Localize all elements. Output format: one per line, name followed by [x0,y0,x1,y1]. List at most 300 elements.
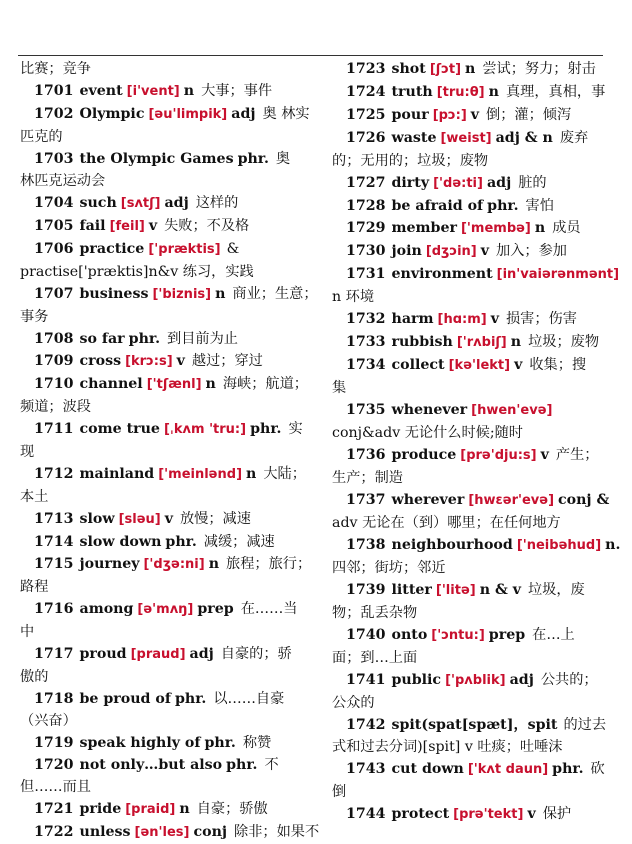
entry-meaning: 自豪；骄傲 [196,801,268,817]
entry-meaning: 真理，真相，事 [505,84,606,100]
entry-meaning: 成员 [552,220,581,236]
entry-continuation: （兴奋） [20,713,77,729]
entry-number: 1720 [34,757,74,773]
right-column [332,58,621,826]
entry-word: business [79,286,149,302]
entry-word: harm [391,311,434,327]
entry-word: among [79,601,134,617]
entry-phonetic: ['rʌbiʃ] [456,335,507,350]
entry-word: join [391,243,422,259]
entry-word: neighbourhood [391,537,513,553]
entry-word: shot [391,61,426,77]
entry-continuation: n 环境 [332,289,375,305]
entry-number: 1737 [346,492,386,508]
entry-part-of-speech: phr. [175,691,207,707]
entry-meaning: 不 [264,757,279,773]
entry-phonetic: [hɑ:m] [437,312,487,327]
vocab-entry [332,195,617,217]
entry-meaning: 尝试；努力；射击 [482,61,596,77]
entry-phonetic: [hwɛər'evə] [468,493,555,508]
entry-phonetic: [praud] [130,647,186,662]
entry-headline [20,373,325,396]
entry-headline [20,80,325,103]
entry-number: 1716 [34,601,74,617]
entry-number: 1726 [346,130,386,146]
entry-phonetic: [prə'dju:s] [460,448,537,463]
entry-continuation: 面；到…上面 [332,650,418,666]
entry-headline [332,758,617,781]
vocab-entry [20,103,325,148]
entry-word: practice [79,241,145,257]
entry-meaning: 大事；事件 [201,83,273,99]
top-rule [18,55,603,56]
entry-number: 1730 [346,243,386,259]
entry-word: spit(spat[spæt]，spit [391,717,558,733]
entry-part-of-speech: prep [197,601,234,617]
entry-headline [20,215,325,238]
vocab-entry [20,418,325,463]
entry-headline [332,399,617,422]
entry-number: 1728 [346,198,386,214]
entry-word: cut down [391,761,464,777]
entry-phonetic: [ən'les] [134,825,190,840]
entry-continuation: 现 [20,444,35,460]
entry-meaning: 垃圾；废物 [528,334,600,350]
entry-number: 1702 [34,106,74,122]
entry-part-of-speech: n. [605,537,621,553]
entry-phonetic: [sləu] [118,512,161,527]
entry-meaning: 垃圾，废 [527,582,585,598]
entry-headline [20,418,325,441]
entry-word: Olympic [79,106,145,122]
vocab-entry [332,534,621,579]
entry-continuation: 频道；波段 [20,399,91,415]
entry-word: so far [79,331,125,347]
entry-phonetic: [əu'limpik] [148,107,228,122]
entry-headline [20,283,325,306]
entry-part-of-speech: phr. [128,331,161,347]
entry-part-of-speech: conj [193,824,228,840]
entry-headline [332,217,617,240]
vocab-entry [20,508,325,531]
entry-phonetic: [kə'lekt] [448,358,511,373]
entry-part-of-speech: phr. [204,735,236,751]
entry-word: not only…but also [79,757,223,773]
vocab-entry [20,215,325,238]
entry-word: the Olympic Games [79,151,234,167]
entry-phonetic: [pɔ:] [432,108,467,123]
vocab-entry [20,328,325,350]
entry-continuation: 集 [332,380,347,396]
entry-part-of-speech: adj [509,672,534,688]
entry-number: 1704 [34,195,74,211]
vocab-entry [20,350,325,373]
entry-part-of-speech: phr. [226,757,258,773]
vocab-entry [332,263,620,308]
entry-continuation: 生产；制造 [332,470,403,486]
entry-continuation: 路程 [20,579,49,595]
vocab-entry [20,531,325,553]
entry-word: litter [391,582,432,598]
vocab-entry [20,821,325,844]
vocab-entry [20,58,325,80]
entry-part-of-speech: v [480,243,489,259]
entry-number: 1710 [34,376,74,392]
entry-part-of-speech: phr. [165,534,197,550]
entry-continuation: 公众的 [332,695,375,711]
entry-number: 1744 [346,806,386,822]
vocab-entry [20,238,325,283]
entry-number: 1733 [346,334,386,350]
entry-word: protect [391,806,450,822]
entry-phonetic: [dʒɔin] [425,244,477,259]
entry-word: slow [79,511,115,527]
entry-word: event [79,83,123,99]
entry-phonetic: [prə'tekt] [453,807,524,822]
entry-number: 1722 [34,824,74,840]
entry-headline [20,103,325,126]
entry-word: onto [391,627,428,643]
entry-headline [20,821,325,844]
vocab-entry [332,354,617,399]
entry-part-of-speech: n [183,83,195,99]
entry-number: 1711 [34,421,74,437]
entry-meaning: 公共的； [540,672,598,688]
entry-continuation: 匹克的 [20,129,63,145]
entry-number: 1725 [346,107,386,123]
entry-meaning: 加入；参加 [496,243,567,259]
entry-phonetic: [ˌkʌm 'tru:] [163,422,247,437]
entry-headline [20,238,325,261]
entry-phonetic: [praid] [125,802,176,817]
entry-number: 1708 [34,331,74,347]
entry-meaning: 自豪的；骄 [220,646,292,662]
entry-phonetic: ['membə] [460,221,531,236]
entry-part-of-speech: v [527,806,536,822]
vocab-entry [20,373,325,418]
vocab-entry [20,688,325,732]
entry-word: waste [391,130,437,146]
entry-meaning: 的过去 [563,717,607,733]
entry-headline [20,598,325,621]
entry-headline [332,81,617,104]
entry-meaning: 产生； [555,447,599,463]
entry-headline [20,192,325,215]
vocab-entry [332,127,617,172]
entry-number: 1706 [34,241,74,257]
vocab-entry [332,714,617,758]
entry-number: 1741 [346,672,386,688]
entry-continuation: 的；无用的；垃圾；废物 [332,153,489,169]
entry-word: rubbish [391,334,453,350]
entry-part-of-speech: n [488,84,499,100]
entry-word: speak highly of [79,735,201,751]
entry-number: 1734 [346,357,386,373]
entry-meaning: 在…上 [532,627,575,643]
entry-meaning: 放慢；减速 [179,511,251,527]
entry-headline [332,669,617,692]
entry-phonetic: ['kʌt daun] [467,762,549,777]
entry-continuation: 林匹克运动会 [20,173,106,189]
vocab-entry [332,308,617,331]
entry-word: be proud of [79,691,171,707]
entry-phonetic: [krɔ:s] [125,354,173,369]
vocab-entry [332,624,617,669]
entry-part-of-speech: v [164,511,173,527]
entry-continuation: 比赛；竞争 [20,61,91,77]
entry-number: 1742 [346,717,386,733]
entry-continuation: 中 [20,624,35,640]
entry-word: come true [79,421,160,437]
entry-word: slow down [79,534,162,550]
entry-meaning: 旅程；旅行； [226,556,312,572]
entry-part-of-speech: adj [231,106,256,122]
entry-part-of-speech: n [510,334,522,350]
entry-word: proud [79,646,127,662]
entry-phonetic: ['litə] [435,583,476,598]
entry-continuation: 但……而且 [20,779,91,795]
entry-meaning: 称赞 [242,735,272,751]
entry-headline [20,463,325,486]
entry-meaning: 奥 [275,151,291,167]
entry-word: dirty [391,175,430,191]
entry-continuation: 物；乱丢杂物 [332,605,418,621]
entry-number: 1712 [34,466,74,482]
entry-headline [332,195,617,217]
entry-headline [332,624,617,647]
entry-headline [20,754,325,776]
entry-word: cross [79,353,122,369]
entry-number: 1709 [34,353,74,369]
entry-part-of-speech: adj [486,175,512,191]
vocab-entry [20,643,325,688]
entry-headline [332,331,617,354]
entry-number: 1736 [346,447,386,463]
vocab-entry [332,217,617,240]
entry-word: unless [79,824,131,840]
entry-meaning: 害怕 [525,198,554,214]
entry-number: 1735 [346,402,386,418]
entry-headline [332,354,617,377]
entry-phonetic: ['də:ti] [433,176,483,191]
entry-part-of-speech: v [490,311,499,327]
entry-number: 1743 [346,761,386,777]
entry-headline [332,444,617,467]
entry-part-of-speech: adj [164,195,189,211]
entry-meaning: 到目前为止 [167,331,238,347]
entry-meaning: 在……当 [240,601,298,617]
entry-phonetic: ['pʌblik] [445,673,506,688]
entry-phonetic: [hwen'evə] [471,403,553,418]
entry-phonetic: [weist] [440,131,492,146]
entry-headline [20,732,325,754]
entry-meaning: 商业；生意； [232,286,318,302]
entry-phonetic: ['meinlənd] [158,467,243,482]
entry-phonetic: [ə'mʌŋ] [137,602,194,617]
entry-headline [20,798,325,821]
entry-number: 1727 [346,175,386,191]
entry-headline [20,350,325,373]
entry-word: pour [391,107,429,123]
entry-part-of-speech: n [208,556,220,572]
vocab-entry [332,331,617,354]
entry-phonetic: ['biznis] [152,287,212,302]
entry-headline [20,688,325,710]
entry-phonetic: ['neibəhud] [516,538,602,553]
entry-continuation: practise['præktis]n&v 练习，实践 [20,264,254,280]
entry-word: such [79,195,117,211]
entry-part-of-speech: phr. [250,421,282,437]
entry-meaning: 这样的 [195,195,239,211]
entry-part-of-speech: v [514,357,523,373]
left-column [20,58,325,844]
entry-meaning: 奥 林实 [262,106,310,122]
entry-part-of-speech: v [540,447,549,463]
entry-number: 1705 [34,218,74,234]
entry-phonetic: [feil] [109,219,145,234]
entry-number: 1723 [346,61,386,77]
entry-word: mainland [79,466,155,482]
entry-word: collect [391,357,445,373]
entry-word: pride [79,801,122,817]
vocab-entry [20,598,325,643]
entry-part-of-speech: v [148,218,158,234]
vocab-entry [332,579,617,624]
entry-word: produce [391,447,457,463]
entry-part-of-speech: adj & n [495,130,553,146]
entry-continuation: 式和过去分词)[spit] v 吐痰；吐唾沫 [332,739,563,755]
vocab-entry [332,489,617,534]
vocab-entry [332,444,617,489]
entry-headline [332,263,620,286]
vocab-entry [332,81,617,104]
entry-meaning: 大陆； [263,466,306,482]
entry-part-of-speech: adj [189,646,214,662]
entry-meaning: 倒；灌；倾泻 [486,107,572,123]
entry-headline [332,240,617,263]
vocab-entry [332,803,617,826]
entry-word: whenever [391,402,468,418]
entry-continuation: 傲的 [20,669,49,685]
entry-headline [332,308,617,331]
entry-number: 1739 [346,582,386,598]
entry-headline [332,489,617,512]
entry-part-of-speech: n [205,376,216,392]
entry-part-of-speech: phr. [487,198,519,214]
entry-headline [332,104,617,127]
entry-number: 1729 [346,220,386,236]
vocab-entry [20,148,325,192]
entry-headline [20,531,325,553]
vocab-entry [332,172,617,195]
entry-headline [332,579,617,602]
entry-meaning: 收集；搜 [529,357,587,373]
vocab-entry [20,80,325,103]
entry-number: 1717 [34,646,74,662]
entry-number: 1719 [34,735,74,751]
entry-meaning: 除非；如果不 [234,824,320,840]
entry-continuation: adv 无论在（到）哪里；在任何地方 [332,515,561,531]
entry-headline [20,328,325,350]
entry-number: 1731 [346,266,386,282]
entry-word: wherever [391,492,465,508]
entry-headline [20,553,325,576]
vocab-entry [332,104,617,127]
entry-part-of-speech: n [534,220,546,236]
vocab-entry [332,758,617,803]
entry-continuation: 四邻；街坊；邻近 [332,560,446,576]
entry-word: be afraid of [391,198,484,214]
entry-headline [332,803,617,826]
vocab-entry [20,192,325,215]
entry-number: 1715 [34,556,74,572]
entry-meaning: 损害；伤害 [505,311,577,327]
entry-part-of-speech: phr. [237,151,269,167]
entry-word: channel [79,376,143,392]
entry-number: 1701 [34,83,74,99]
entry-part-of-speech: conj & [558,492,610,508]
entry-phonetic: ['tʃænl] [146,377,202,392]
entry-phonetic: ['dʒə:ni] [143,557,205,572]
entry-phonetic: [in'vaiərənmənt] [496,267,620,282]
vocab-entry [20,754,325,798]
vocab-entry [332,240,617,263]
entry-word: member [391,220,457,236]
entry-meaning: 失败；不及格 [164,218,250,234]
vocab-entry [332,399,617,444]
entry-part-of-speech: n [179,801,190,817]
entry-number: 1724 [346,84,386,100]
entry-number: 1714 [34,534,74,550]
entry-word: journey [79,556,140,572]
entry-part-of-speech: v [470,107,480,123]
entry-headline [332,127,617,150]
entry-part-of-speech: n [215,286,226,302]
entry-headline [20,508,325,531]
entry-part-of-speech: n & v [479,582,521,598]
vocab-entry [20,463,325,508]
vocab-entry [20,283,325,328]
entry-meaning: 脏的 [518,175,547,191]
entry-phonetic: [i'vent] [126,84,180,99]
entry-word: fail [79,218,106,234]
entry-number: 1721 [34,801,74,817]
entry-part-of-speech: prep [488,627,526,643]
entry-part-of-speech: n [465,61,476,77]
vocab-entry [20,732,325,754]
entry-meaning: 砍 [590,761,605,777]
entry-number: 1703 [34,151,74,167]
entry-meaning: 废弃 [559,130,589,146]
entry-number: 1718 [34,691,74,707]
vocab-entry [332,669,617,714]
entry-headline [332,172,617,195]
entry-headline [332,534,621,557]
entry-meaning: 保护 [542,806,572,822]
entry-number: 1732 [346,311,386,327]
entry-continuation: 倒 [332,784,347,800]
entry-meaning: 实 [288,421,303,437]
entry-meaning: & [226,241,240,257]
entry-number: 1707 [34,286,74,302]
entry-part-of-speech: n [246,466,257,482]
entry-continuation: conj&adv 无论什么时候;随时 [332,425,523,441]
entry-word: environment [391,266,493,282]
entry-meaning: 以……自豪 [213,691,285,707]
entry-continuation: 本土 [20,489,49,505]
vocab-entry [20,798,325,821]
entry-meaning: 海峡；航道； [222,376,308,392]
